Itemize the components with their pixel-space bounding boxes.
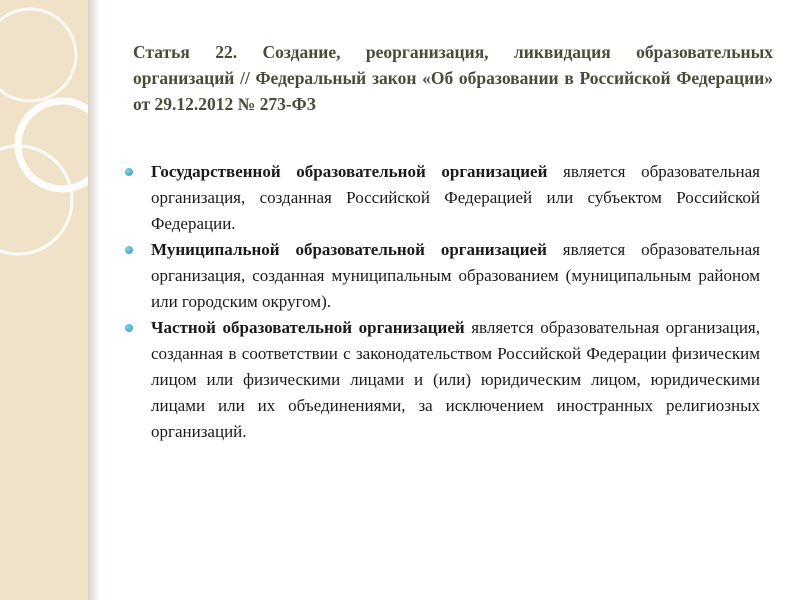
- bullet-item-private: [125, 315, 760, 445]
- slide-title: Статья 22. Создание, реорганизация, ликвидация образовательных организаций // Федеральный закон «Об образовании в Российской Федерации» от 29.12.2012 № 273-ФЗ: [133, 42, 773, 114]
- bullet-dot-icon: [125, 324, 133, 332]
- bullet-term: Государственной образовательной организацией: [151, 162, 548, 181]
- bullet-text: является образовательная организация, созданная Российской Федерацией или субъектом Российской Федерации.: [151, 162, 760, 233]
- bullet-dot-icon: [125, 168, 133, 176]
- bullet-list: [125, 159, 760, 445]
- bullet-text: является образовательная организация, созданная в соответствии с законодательством Российской Федерации физическим лицом или физическими лицами и (или) юридическим лицом, юридическими лицами или их объединениями, за исключением иностранных религиозных организаций.: [151, 318, 760, 441]
- bullet-term: Частной образовательной организацией: [151, 318, 465, 337]
- decorative-side-panel: [0, 0, 88, 600]
- side-panel-shadow: [88, 0, 100, 600]
- bullet-dot-icon: [125, 246, 133, 254]
- bullet-item-municipal: [125, 237, 760, 315]
- bullet-text: является образовательная организация, созданная муниципальным образованием (муниципальным районом или городским округом).: [151, 240, 760, 311]
- bullet-term: Муниципальной образовательной организацией: [151, 240, 547, 259]
- decorative-rings-graphic: [0, 0, 88, 600]
- bullet-item-state: [125, 159, 760, 237]
